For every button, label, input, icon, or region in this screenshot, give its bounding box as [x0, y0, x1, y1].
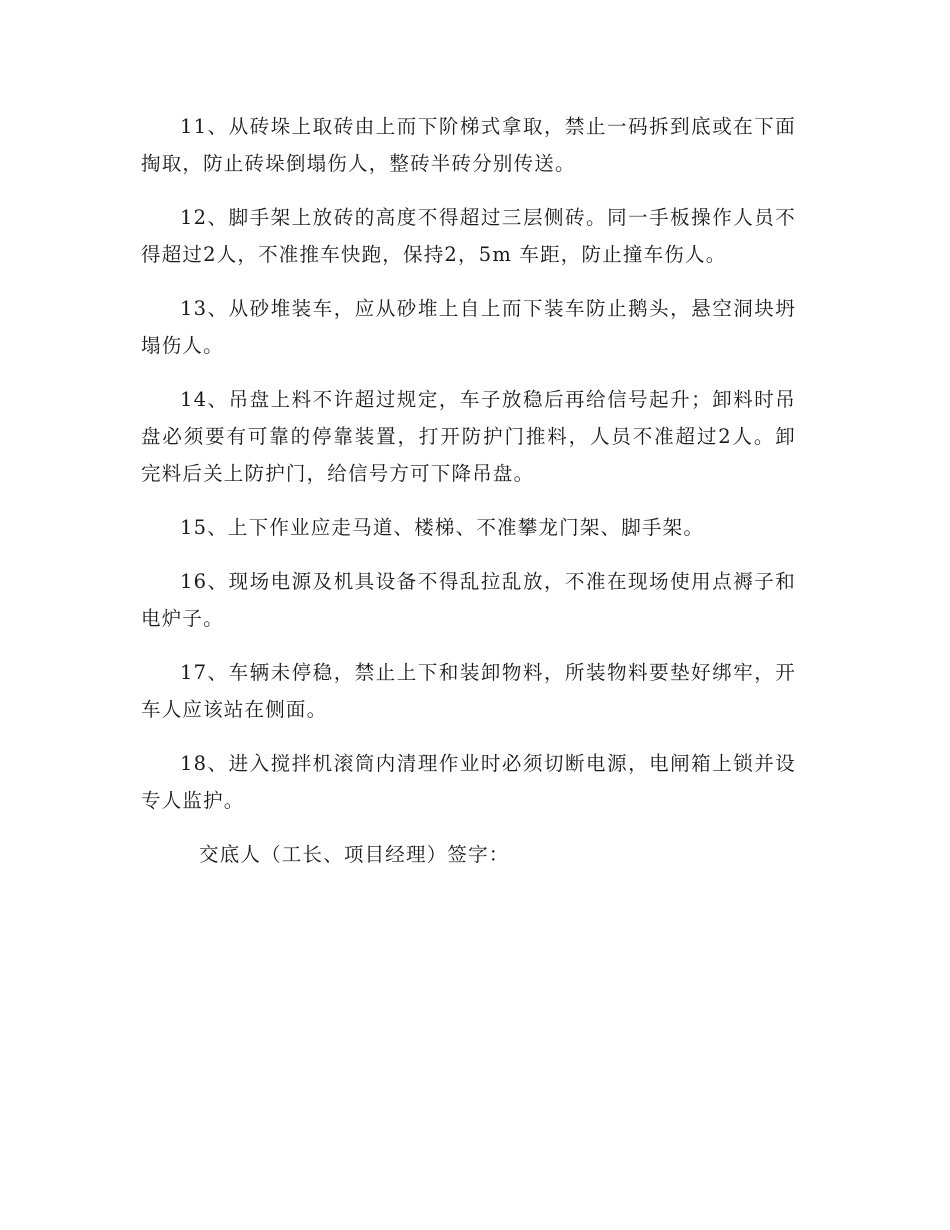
paragraph-item-12: 12、脚手架上放砖的高度不得超过三层侧砖。同一手板操作人员不得超过2人，不准推车快跑，保持2，5m 车距，防止撞车伤人。 [141, 206, 796, 266]
paragraph-item-16: 16、现场电源及机具设备不得乱拉乱放，不准在现场使用点褥子和电炉子。 [141, 570, 796, 630]
paragraph-item-13: 13、从砂堆装车，应从砂堆上自上而下装车防止鹅头，悬空洞块坍塌伤人。 [141, 297, 796, 357]
paragraph-item-15: 15、上下作业应走马道、楼梯、不准攀龙门架、脚手架。 [180, 516, 705, 539]
paragraph-item-18: 18、进入搅拌机滚筒内清理作业时必须切断电源，电闸箱上锁并设专人监护。 [141, 752, 796, 812]
signature-label: 交底人（工长、项目经理）签字： [199, 843, 510, 866]
paragraph-item-11: 11、从砖垛上取砖由上而下阶梯式拿取，禁止一码拆到底或在下面掏取，防止砖垛倒塌伤人，整砖半砖分别传送。 [141, 115, 796, 175]
paragraph-item-17: 17、车辆未停稳，禁止上下和装卸物料，所装物料要垫好绑牢，开车人应该站在侧面。 [141, 661, 796, 721]
paragraph-item-14: 14、吊盘上料不许超过规定，车子放稳后再给信号起升；卸料时吊盘必须要有可靠的停靠装置，打开防护门推料，人员不准超过2人。卸完料后关上防护门，给信号方可下降吊盘。 [141, 388, 796, 485]
document-body [141, 108, 796, 873]
